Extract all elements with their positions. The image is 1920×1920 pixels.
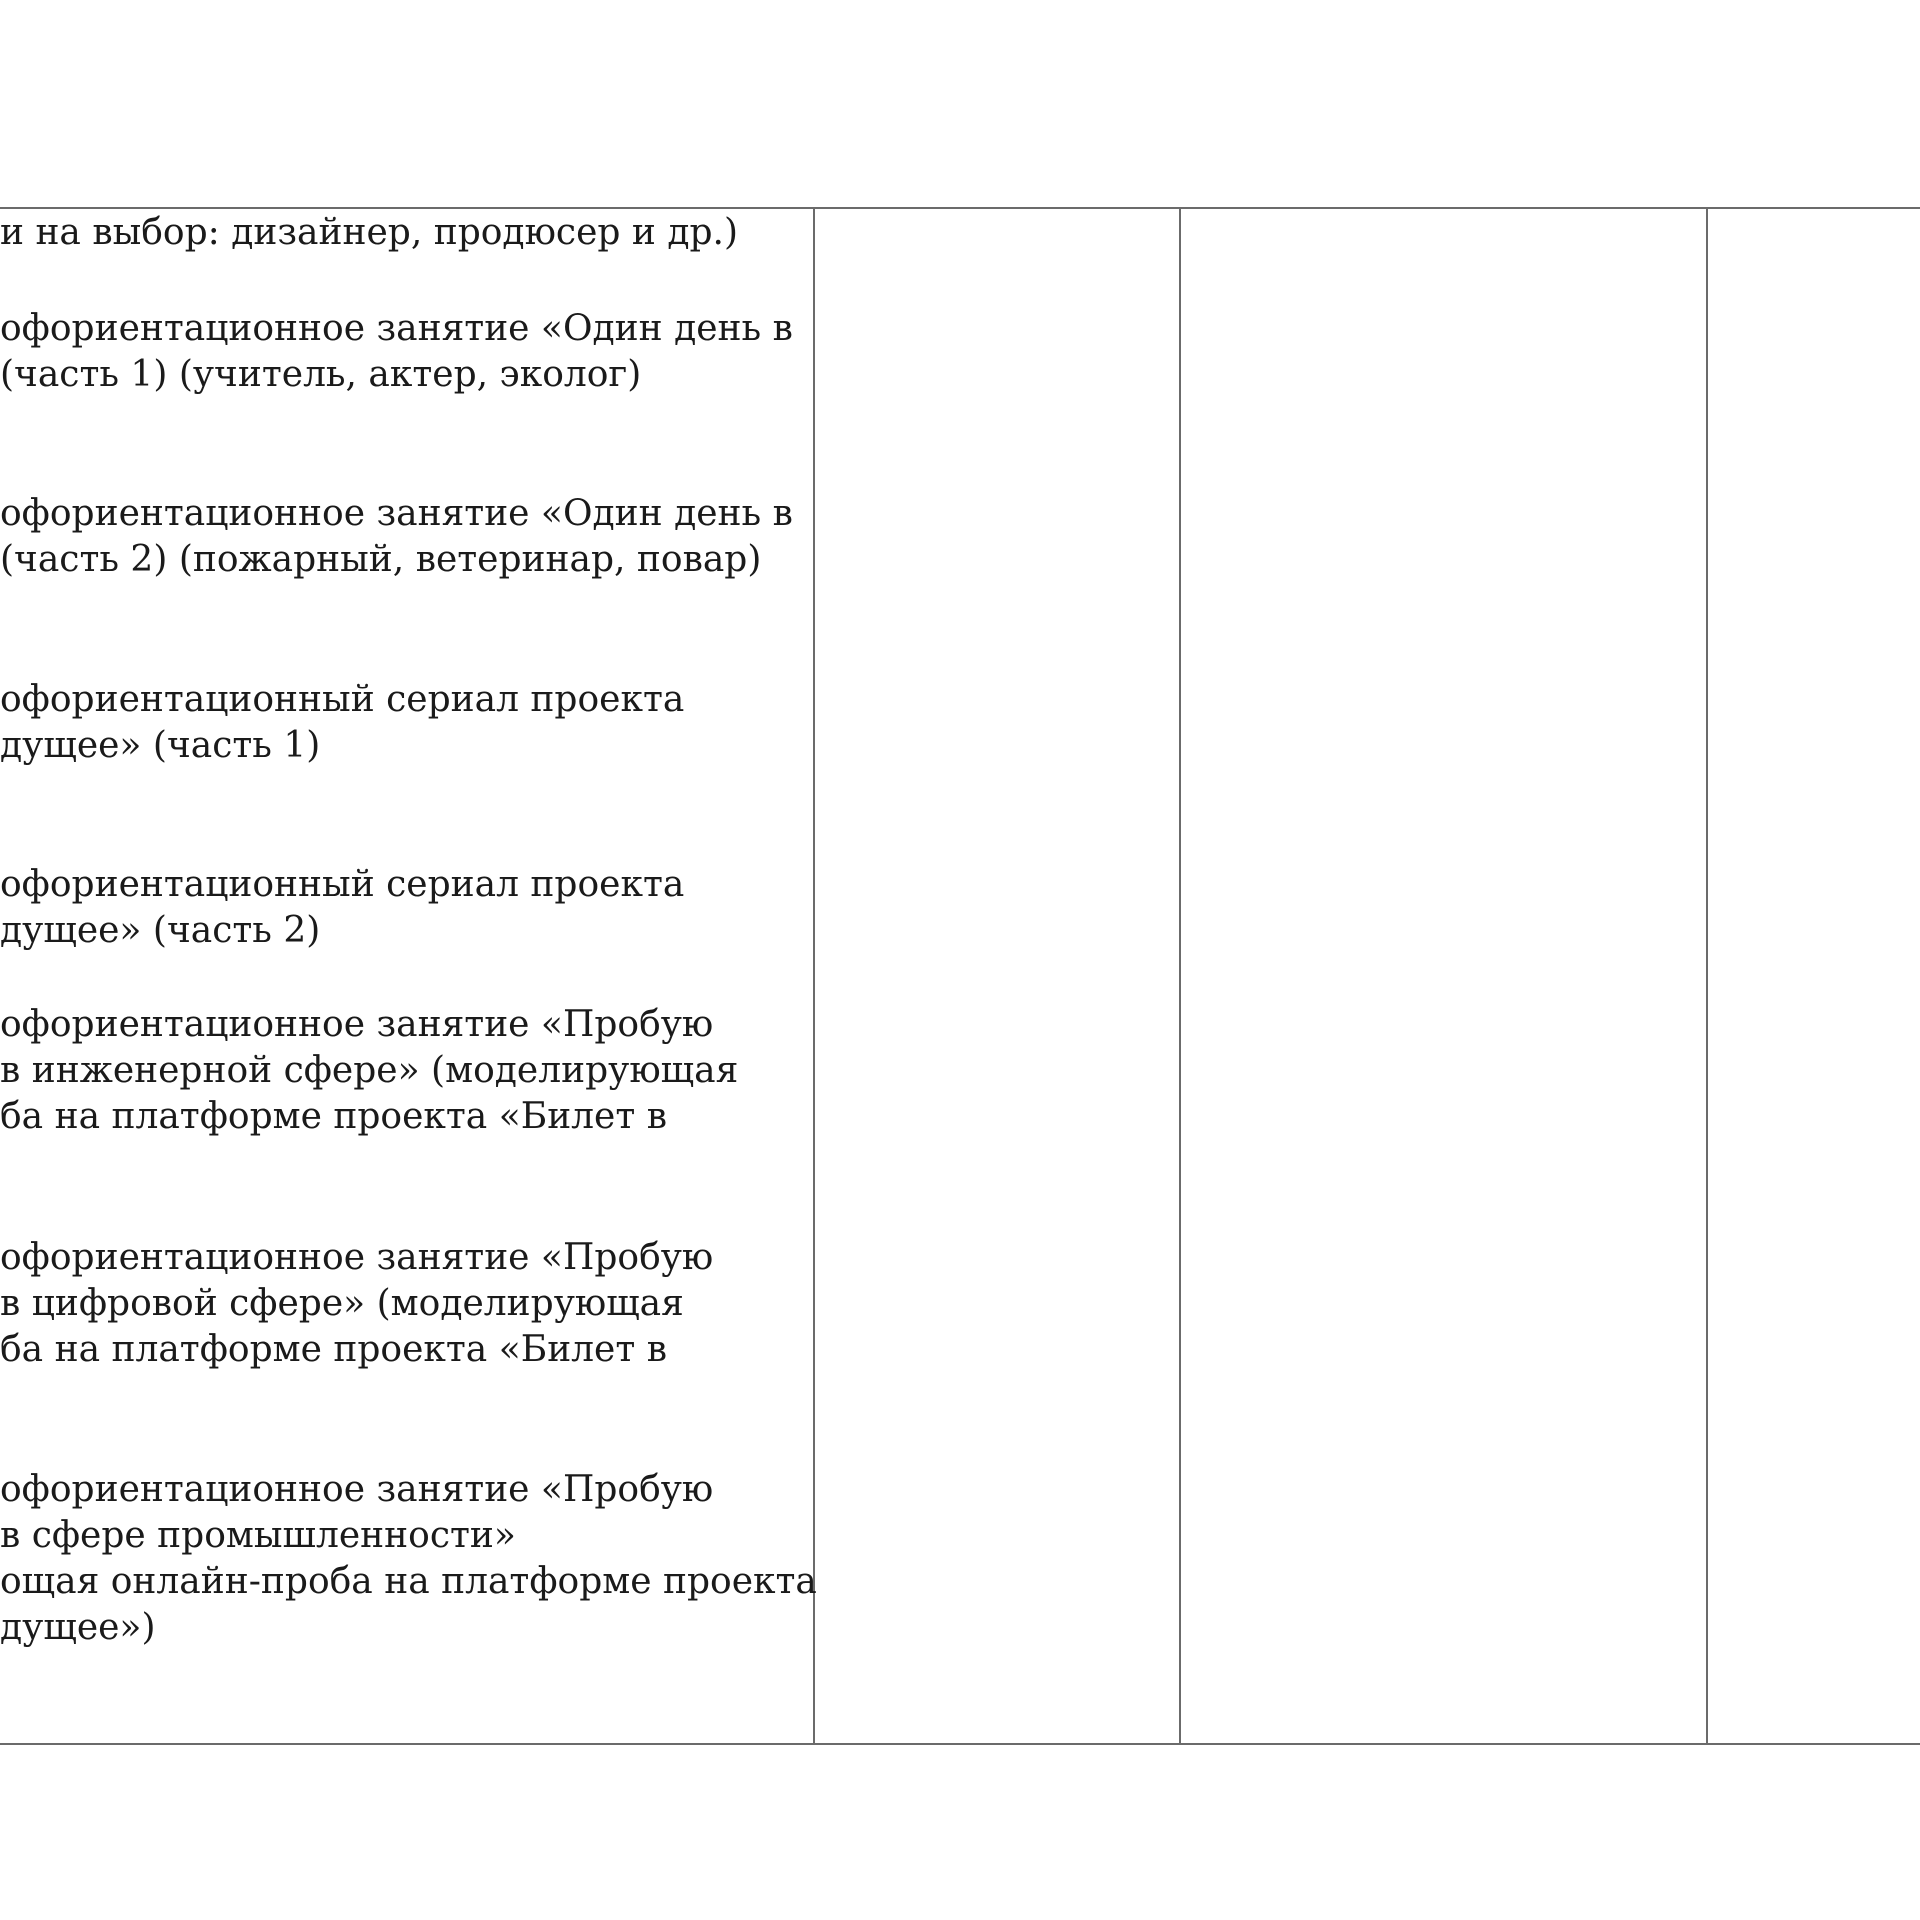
cell-line: в сфере промышленности» <box>0 1515 516 1556</box>
table-row <box>0 1467 817 1651</box>
table-row <box>0 1235 713 1373</box>
cell-line: офориентационное занятие «Один день в <box>0 308 793 349</box>
table-row <box>0 306 793 398</box>
table-row <box>0 1002 738 1140</box>
cell-line: и на выбор: дизайнер, продюсер и др.) <box>0 212 739 253</box>
column-divider-2 <box>1179 207 1181 1745</box>
cell-line: ба на платформе проекта «Билет в <box>0 1096 667 1137</box>
table-row <box>0 677 684 769</box>
cell-line: офориентационный сериал проекта <box>0 679 685 720</box>
cell-line: в инженерной сфере» (моделирующая <box>0 1050 739 1091</box>
table-row <box>0 862 684 954</box>
cell-line: офориентационное занятие «Пробую <box>0 1469 714 1510</box>
table-row <box>0 491 793 583</box>
table-row <box>0 210 738 256</box>
cell-line: (часть 2) (пожарный, ветеринар, повар) <box>0 539 762 580</box>
cell-line: офориентационное занятие «Один день в <box>0 493 793 534</box>
cell-line: дущее» (часть 1) <box>0 725 321 766</box>
cell-line: дущее» (часть 2) <box>0 910 321 951</box>
cell-line: офориентационное занятие «Пробую <box>0 1004 714 1045</box>
cell-line: дущее») <box>0 1607 156 1648</box>
cell-line: офориентационный сериал проекта <box>0 864 685 905</box>
cell-line: (часть 1) (учитель, актер, эколог) <box>0 354 642 395</box>
cell-line: ощая онлайн-проба на платформе проекта <box>0 1561 817 1602</box>
column-divider-3 <box>1706 207 1708 1745</box>
cell-line: офориентационное занятие «Пробую <box>0 1237 714 1278</box>
cell-line: ба на платформе проекта «Билет в <box>0 1329 667 1370</box>
cell-line: в цифровой сфере» (моделирующая <box>0 1283 684 1324</box>
